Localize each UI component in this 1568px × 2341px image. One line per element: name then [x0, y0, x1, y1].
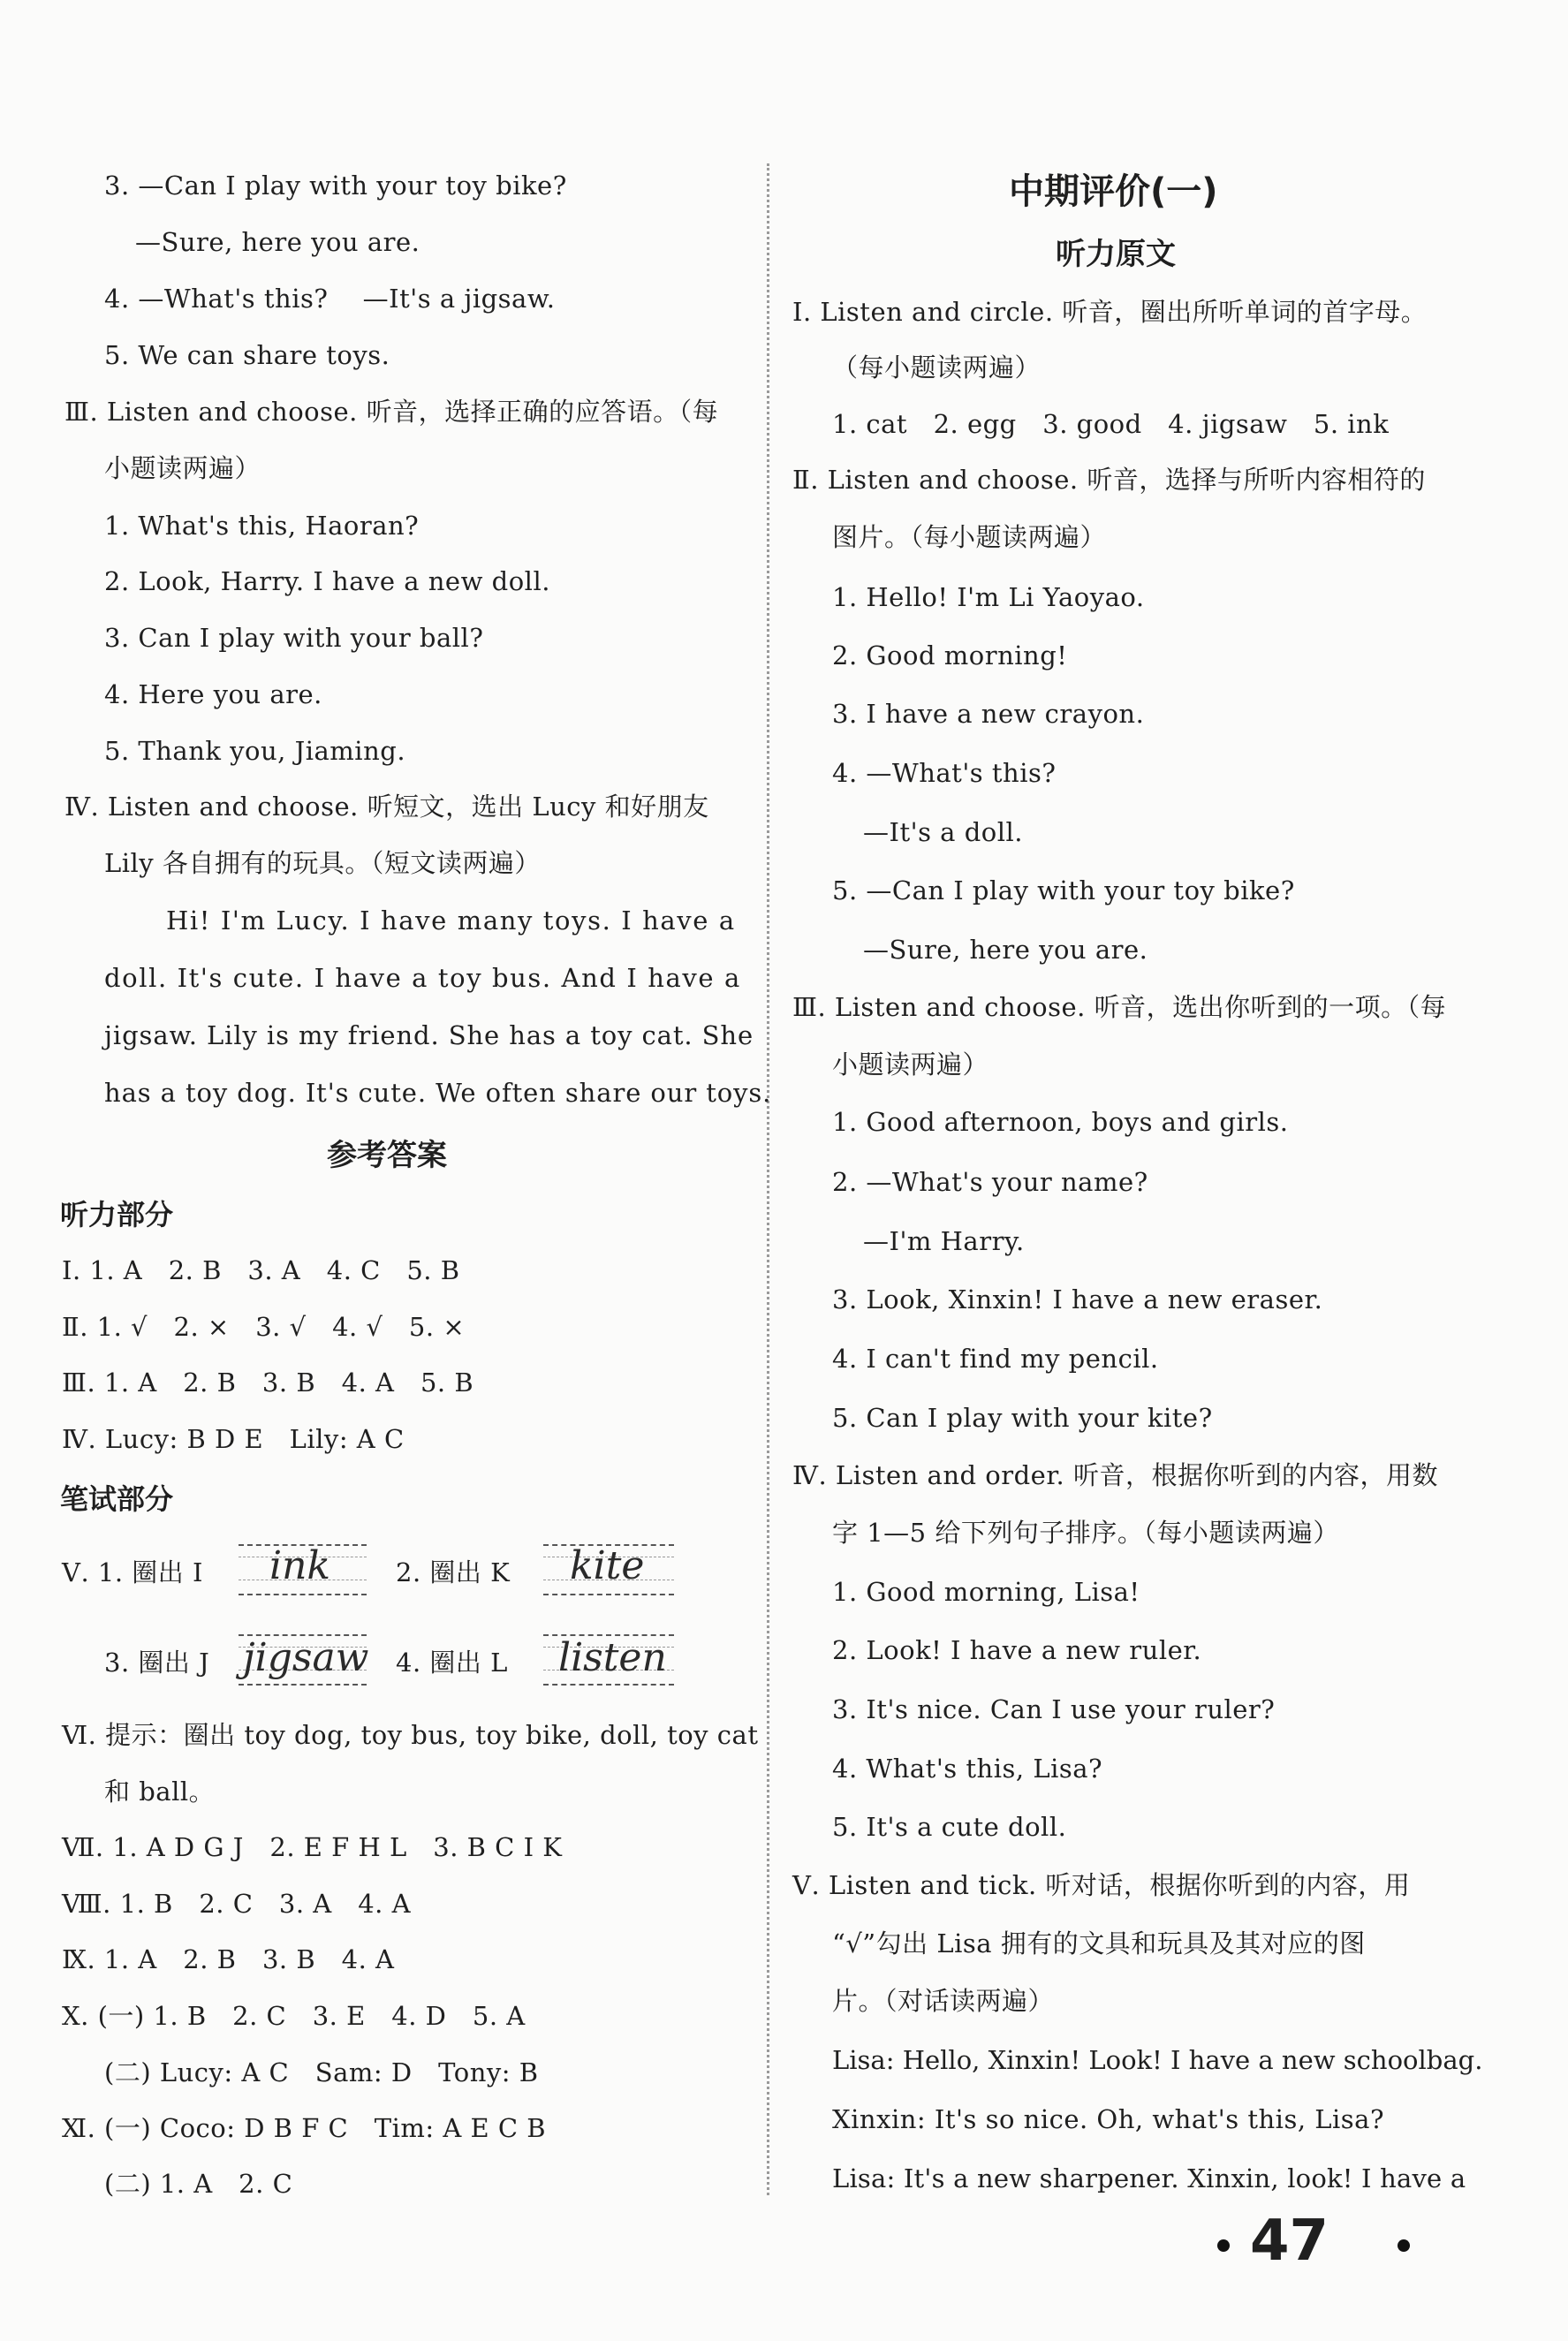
section-heading: Ⅰ. Listen and circle. 听音，圈出所听单词的首字母。 — [792, 297, 1428, 327]
answer-line: Ⅰ. 1. A 2. B 3. A 4. C 5. B — [62, 1255, 460, 1285]
text-line: 4. —What's this? —It's a jigsaw. — [104, 284, 556, 314]
page-subtitle: 听力原文 — [1056, 237, 1176, 272]
text-line: 3. It's nice. Can I use your ruler? — [832, 1694, 1276, 1724]
dialogue-line: Lisa: Hello, Xinxin! Look! I have a new schoolbag. — [832, 2045, 1483, 2075]
text-line: 2. Look, Harry. I have a new doll. — [104, 566, 550, 596]
text-line: —Sure, here you are. — [135, 227, 420, 257]
text-line: —I'm Harry. — [863, 1226, 1025, 1256]
text-line: 3. Look, Xinxin! I have a new eraser. — [832, 1284, 1323, 1314]
answer-line: Ⅶ. 1. A D G J 2. E F H L 3. B C I K — [62, 1832, 563, 1862]
section-heading: Ⅳ. Listen and order. 听音，根据你听到的内容，用数 — [792, 1460, 1438, 1490]
text-line: 5. Can I play with your kite? — [832, 1403, 1213, 1433]
text-line: 3. I have a new crayon. — [832, 699, 1145, 729]
text-line: —Sure, here you are. — [863, 935, 1148, 965]
text-line: 2. —What's your name? — [832, 1167, 1148, 1197]
answer-line: Ⅵ. 提示：圈出 toy dog, toy bus, toy bike, doll, toy cat — [62, 1720, 759, 1750]
handwritten-word: kite — [570, 1543, 645, 1588]
answer-line: Ⅸ. 1. A 2. B 3. B 4. A — [62, 1944, 395, 1974]
handwritten-word: listen — [558, 1635, 667, 1680]
text-line: 5. We can share toys. — [104, 340, 390, 370]
text-line: —It's a doll. — [863, 817, 1023, 847]
text-line: 1. Good afternoon, boys and girls. — [832, 1107, 1289, 1137]
text-line: 1. What's this, Haoran? — [104, 511, 420, 541]
text-line: 5. It's a cute doll. — [832, 1812, 1067, 1842]
answer-line: 和 ball。 — [104, 1777, 216, 1807]
text-line: 4. Here you are. — [104, 679, 322, 709]
answer-line: Ⅱ. 1. √ 2. × 3. √ 4. √ 5. × — [62, 1312, 466, 1342]
section-heading: Ⅳ. Listen and choose. 听短文，选出 Lucy 和好朋友 — [64, 792, 709, 822]
passage-line: Hi! I'm Lucy. I have many toys. I have a — [166, 905, 736, 936]
passage-line: has a toy dog. It's cute. We often share our toys. — [104, 1078, 772, 1108]
text-line: 4. What's this, Lisa? — [832, 1754, 1103, 1784]
text-line: 3. —Can I play with your toy bike? — [104, 170, 567, 201]
section-heading: Ⅱ. Listen and choose. 听音，选择与所听内容相符的 — [792, 465, 1426, 495]
answer-line: Ⅳ. Lucy: B D E Lily: A C — [62, 1424, 405, 1454]
answer-line: Ⅹ. (一) 1. B 2. C 3. E 4. D 5. A — [62, 2001, 526, 2031]
text-line: （每小题读两遍） — [832, 352, 1042, 383]
dialogue-line: Lisa: It's a new sharpener. Xinxin, look! I have a — [832, 2163, 1466, 2193]
passage-line: jigsaw. Lily is my friend. She has a toy cat. She — [104, 1020, 754, 1050]
answer-line: Ⅴ. 1. 圈出 I — [62, 1557, 203, 1587]
text-line: 1. Good morning, Lisa! — [832, 1577, 1140, 1607]
answer-line: (二) 1. A 2. C — [104, 2169, 293, 2199]
text-line: 3. Can I play with your ball? — [104, 623, 484, 653]
written-section-title: 笔试部分 — [60, 1482, 174, 1516]
answers-title: 参考答案 — [327, 1138, 447, 1173]
text-line: 片。（对话读两遍） — [832, 1986, 1055, 2016]
answer-line: 3. 圈出 J — [104, 1648, 210, 1678]
text-line: 4. —What's this? — [832, 758, 1057, 788]
text-line: “√”勾出 Lisa 拥有的文具和玩具及其对应的图 — [832, 1928, 1366, 1958]
text-line: 1. cat 2. egg 3. good 4. jigsaw 5. ink — [832, 409, 1390, 439]
dialogue-line: Xinxin: It's so nice. Oh, what's this, Lisa? — [832, 2104, 1385, 2134]
text-line: 图片。（每小题读两遍） — [832, 522, 1107, 552]
answer-line: Ⅲ. 1. A 2. B 3. B 4. A 5. B — [62, 1367, 474, 1398]
answer-line: 4. 圈出 L — [396, 1648, 508, 1678]
text-line: 字 1—5 给下列句子排序。（每小题读两遍） — [832, 1518, 1339, 1548]
text-line: 5. —Can I play with your toy bike? — [832, 875, 1295, 905]
page-title: 中期评价(一) — [1009, 171, 1218, 212]
page-number: 47 — [1250, 2208, 1329, 2274]
section-heading: Ⅴ. Listen and tick. 听对话，根据你听到的内容，用 — [792, 1870, 1411, 1900]
section-heading: Ⅲ. Listen and choose. 听音，选择正确的应答语。（每 — [64, 397, 719, 427]
answer-line: (二) Lucy: A C Sam: D Tony: B — [104, 2057, 539, 2087]
section-heading: Ⅲ. Listen and choose. 听音，选出你听到的一项。（每 — [792, 992, 1447, 1022]
listening-section-title: 听力部分 — [60, 1198, 174, 1231]
answer-line: Ⅷ. 1. B 2. C 3. A 4. A — [62, 1889, 412, 1919]
text-line: 小题读两遍） — [104, 453, 261, 483]
page-number-dot-left — [1217, 2239, 1230, 2252]
answer-line: Ⅺ. (一) Coco: D B F C Tim: A E C B — [62, 2113, 547, 2143]
page-number-dot-right — [1398, 2239, 1410, 2252]
text-line: 5. Thank you, Jiaming. — [104, 736, 406, 766]
text-line: 小题读两遍） — [832, 1049, 989, 1080]
handwritten-word: ink — [269, 1543, 331, 1588]
passage-line: doll. It's cute. I have a toy bus. And I have a — [104, 963, 741, 993]
answer-line: 2. 圈出 K — [396, 1557, 511, 1587]
handwritten-word: jigsaw — [243, 1635, 369, 1680]
text-line: Lily 各自拥有的玩具。（短文读两遍） — [104, 848, 541, 878]
text-line: 2. Look! I have a new ruler. — [832, 1635, 1202, 1665]
text-line: 2. Good morning! — [832, 640, 1068, 670]
text-line: 4. I can't find my pencil. — [832, 1344, 1159, 1374]
column-divider — [767, 163, 769, 2195]
text-line: 1. Hello! I'm Li Yaoyao. — [832, 582, 1145, 612]
